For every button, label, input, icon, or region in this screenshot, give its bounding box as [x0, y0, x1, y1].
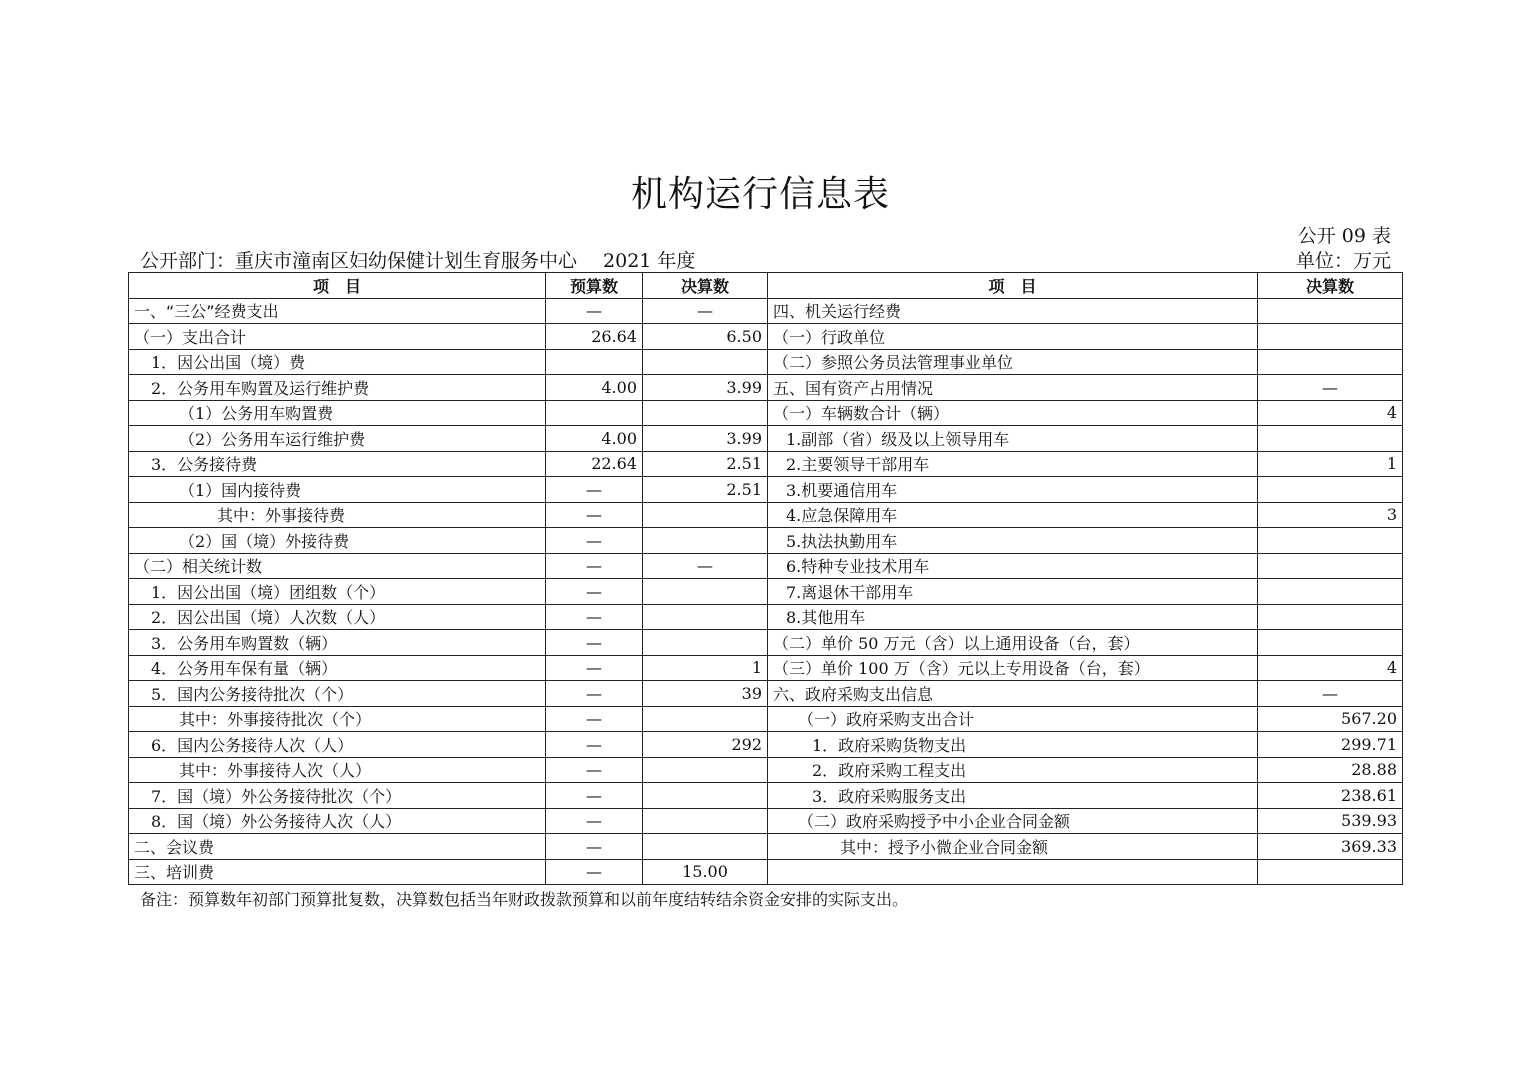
right-final	[1258, 349, 1403, 375]
info-table	[128, 272, 1403, 885]
right-final: 238.61	[1258, 783, 1403, 809]
left-final	[643, 808, 768, 834]
table-row	[129, 298, 1403, 324]
left-item: （2）国（境）外接待费	[129, 528, 546, 554]
left-budget: —	[546, 655, 643, 681]
right-item: 5.执法执勤用车	[768, 528, 1258, 554]
footnote: 备注：预算数年初部门预算批复数，决算数包括当年财政拨款预算和以前年度结转结余资金安排的实际支出。	[140, 890, 909, 909]
left-budget: —	[546, 706, 643, 732]
left-item: （二）相关统计数	[129, 553, 546, 579]
left-item: 其中：外事接待人次（人）	[129, 757, 546, 783]
right-final: 567.20	[1258, 706, 1403, 732]
right-final: 1	[1258, 451, 1403, 477]
table-row	[129, 528, 1403, 554]
left-item: 二、会议费	[129, 834, 546, 860]
right-item: 6.特种专业技术用车	[768, 553, 1258, 579]
left-budget: 26.64	[546, 324, 643, 350]
left-final	[643, 604, 768, 630]
left-final: 2.51	[643, 451, 768, 477]
right-final: —	[1258, 375, 1403, 401]
left-item: 3．公务接待费	[129, 451, 546, 477]
left-item: （2）公务用车运行维护费	[129, 426, 546, 452]
left-budget: —	[546, 859, 643, 885]
left-budget: —	[546, 732, 643, 758]
table-header-row	[129, 273, 1403, 299]
right-final: 369.33	[1258, 834, 1403, 860]
header-right-final: 决算数	[1258, 273, 1403, 299]
page-title: 机构运行信息表	[630, 174, 890, 215]
left-item: （1）公务用车购置费	[129, 400, 546, 426]
left-final	[643, 400, 768, 426]
table-row	[129, 604, 1403, 630]
table-row	[129, 834, 1403, 860]
right-item: （二）参照公务员法管理事业单位	[768, 349, 1258, 375]
table-row	[129, 426, 1403, 452]
left-final	[643, 783, 768, 809]
left-item: 一、“三公”经费支出	[129, 298, 546, 324]
table-row	[129, 349, 1403, 375]
left-budget: —	[546, 681, 643, 707]
table-row	[129, 783, 1403, 809]
right-item: 7.离退休干部用车	[768, 579, 1258, 605]
left-budget: —	[546, 604, 643, 630]
table-row	[129, 655, 1403, 681]
left-final: 292	[643, 732, 768, 758]
left-final: 39	[643, 681, 768, 707]
left-budget: —	[546, 757, 643, 783]
left-final: —	[643, 553, 768, 579]
left-budget: 22.64	[546, 451, 643, 477]
right-final	[1258, 528, 1403, 554]
left-item: 7．国（境）外公务接待批次（个）	[129, 783, 546, 809]
table-row	[129, 859, 1403, 885]
right-item: （一）行政单位	[768, 324, 1258, 350]
table-row	[129, 681, 1403, 707]
left-budget: —	[546, 630, 643, 656]
table-row	[129, 400, 1403, 426]
left-final: 2.51	[643, 477, 768, 503]
left-final	[643, 757, 768, 783]
table-row	[129, 706, 1403, 732]
right-item: 2.主要领导干部用车	[768, 451, 1258, 477]
right-final	[1258, 426, 1403, 452]
left-budget: —	[546, 502, 643, 528]
left-item: 5．国内公务接待批次（个）	[129, 681, 546, 707]
right-final	[1258, 604, 1403, 630]
left-budget: —	[546, 477, 643, 503]
right-item: （三）单价 100 万（含）元以上专用设备（台，套）	[768, 655, 1258, 681]
right-item: （二）单价 50 万元（含）以上通用设备（台，套）	[768, 630, 1258, 656]
left-budget: 4.00	[546, 426, 643, 452]
left-final: —	[643, 298, 768, 324]
right-item: 其中：授予小微企业合同金额	[768, 834, 1258, 860]
department-name: 公开部门：重庆市潼南区妇幼保健计划生育服务中心	[140, 250, 578, 272]
right-item: 3．政府采购服务支出	[768, 783, 1258, 809]
department-line	[140, 246, 695, 273]
header-left-budget: 预算数	[546, 273, 643, 299]
left-item: 6．国内公务接待人次（人）	[129, 732, 546, 758]
right-item: （二）政府采购授予中小企业合同金额	[768, 808, 1258, 834]
right-item: 4.应急保障用车	[768, 502, 1258, 528]
right-final: 299.71	[1258, 732, 1403, 758]
right-item: 3.机要通信用车	[768, 477, 1258, 503]
left-budget	[546, 349, 643, 375]
left-budget: —	[546, 834, 643, 860]
left-budget: —	[546, 528, 643, 554]
right-final	[1258, 324, 1403, 350]
table-row	[129, 732, 1403, 758]
right-final: —	[1258, 681, 1403, 707]
left-budget: 4.00	[546, 375, 643, 401]
right-final: 539.93	[1258, 808, 1403, 834]
right-item: 五、国有资产占用情况	[768, 375, 1258, 401]
unit-label: 单位：万元	[1295, 250, 1391, 272]
right-final	[1258, 859, 1403, 885]
right-item: 四、机关运行经费	[768, 298, 1258, 324]
right-final	[1258, 630, 1403, 656]
fiscal-year: 2021 年度	[603, 250, 696, 272]
right-final: 28.88	[1258, 757, 1403, 783]
left-final: 3.99	[643, 375, 768, 401]
right-item: 8.其他用车	[768, 604, 1258, 630]
left-final: 3.99	[643, 426, 768, 452]
table-row	[129, 579, 1403, 605]
left-final	[643, 528, 768, 554]
left-final: 6.50	[643, 324, 768, 350]
table-row	[129, 375, 1403, 401]
left-item: 1．因公出国（境）费	[129, 349, 546, 375]
table-row	[129, 808, 1403, 834]
left-item: 3．公务用车购置数（辆）	[129, 630, 546, 656]
table-row	[129, 630, 1403, 656]
left-item: （1）国内接待费	[129, 477, 546, 503]
right-item: 1.副部（省）级及以上领导用车	[768, 426, 1258, 452]
left-budget: —	[546, 553, 643, 579]
right-final: 4	[1258, 400, 1403, 426]
table-row	[129, 451, 1403, 477]
left-final	[643, 502, 768, 528]
left-budget: —	[546, 579, 643, 605]
right-final: 4	[1258, 655, 1403, 681]
table-row	[129, 502, 1403, 528]
left-final: 1	[643, 655, 768, 681]
right-final	[1258, 477, 1403, 503]
left-item: 4．公务用车保有量（辆）	[129, 655, 546, 681]
left-item: 其中：外事接待费	[129, 502, 546, 528]
table-row	[129, 477, 1403, 503]
right-item: （一）车辆数合计（辆）	[768, 400, 1258, 426]
left-item: 其中：外事接待批次（个）	[129, 706, 546, 732]
left-item: 1．因公出国（境）团组数（个）	[129, 579, 546, 605]
right-item: （一）政府采购支出合计	[768, 706, 1258, 732]
form-number: 公开 09 表	[1297, 225, 1391, 247]
left-budget: —	[546, 783, 643, 809]
left-final	[643, 349, 768, 375]
right-item: 1．政府采购货物支出	[768, 732, 1258, 758]
left-item: （一）支出合计	[129, 324, 546, 350]
header-left-item: 项 目	[129, 273, 546, 299]
table-row	[129, 553, 1403, 579]
right-final: 3	[1258, 502, 1403, 528]
left-final	[643, 834, 768, 860]
header-left-final: 决算数	[643, 273, 768, 299]
left-final	[643, 630, 768, 656]
left-budget: —	[546, 298, 643, 324]
table-row	[129, 757, 1403, 783]
left-final	[643, 706, 768, 732]
right-final	[1258, 579, 1403, 605]
right-final	[1258, 298, 1403, 324]
left-item: 三、培训费	[129, 859, 546, 885]
right-item: 六、政府采购支出信息	[768, 681, 1258, 707]
left-final: 15.00	[643, 859, 768, 885]
left-item: 2．因公出国（境）人次数（人）	[129, 604, 546, 630]
left-budget: —	[546, 808, 643, 834]
right-final	[1258, 553, 1403, 579]
right-item	[768, 859, 1258, 885]
left-budget	[546, 400, 643, 426]
left-item: 2．公务用车购置及运行维护费	[129, 375, 546, 401]
right-item: 2．政府采购工程支出	[768, 757, 1258, 783]
left-item: 8．国（境）外公务接待人次（人）	[129, 808, 546, 834]
table-row	[129, 324, 1403, 350]
left-final	[643, 579, 768, 605]
header-right-item: 项 目	[768, 273, 1258, 299]
